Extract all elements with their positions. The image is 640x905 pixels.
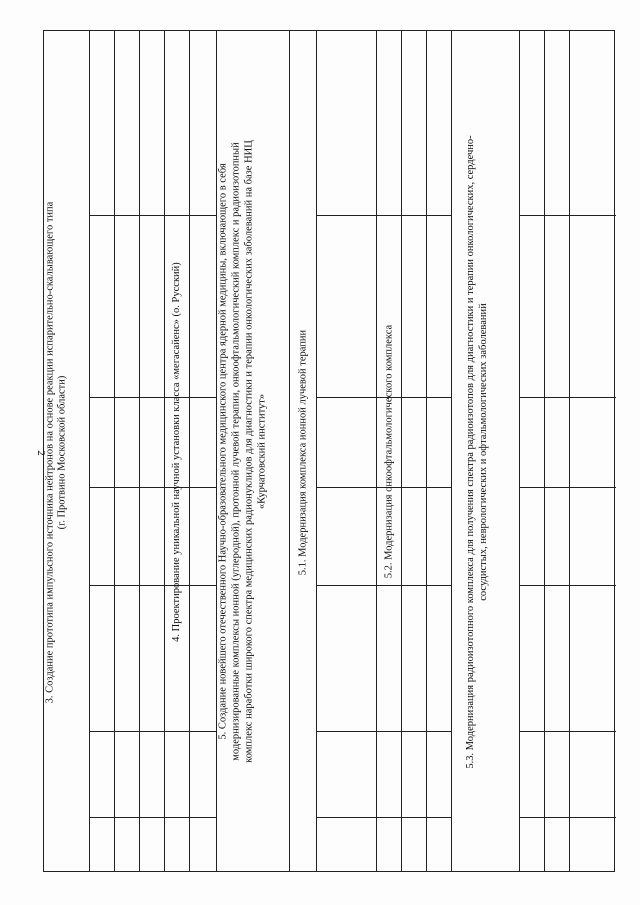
section-4-heading [164,31,190,873]
section-3-heading [45,32,90,874]
section-5-line-3: комплекс наработки широкого спектра медицинских радионуклидов для диагностики и терапии онкологических заболеваний на базе НИЦ [243,140,255,763]
section-4-line-1: 4. Проектирование уникальной научной установки класса «мегасайенс» (о. Русский) [171,262,182,642]
section-5-1-line-1: 5.1. Модернизация комплекса ионной лучевой терапии [297,329,309,576]
section-5-line-2: модернизированные комплексы ионной (углеродной), протонной лучевой терапии, онкоофтальмологический комплекс и радиоизотопный [230,142,242,761]
section-5-line-4: «Курчатовский институт» [256,393,268,510]
section-5-3-line-2: сосудистых, неврологических и офтальмологических заболеваний [478,303,489,601]
section-5-line-1: 5. Создание новейшего отечественного Научно-образовательного медицинского центра ядерной медицины, включающего в себя [217,163,229,740]
section-5-3-heading [458,31,512,873]
rotated-table [43,30,615,872]
section-5-2-line-1: 5.2. Модернизация онкоофтальмологического комплекса [383,324,395,579]
section-5-heading [217,31,290,873]
section-3-line-1: 3. Создание прототипа импульсного источника нейтронов на основе реакции испарительно-скалывающего типа [44,201,56,704]
section-5-1-heading [290,32,317,874]
section-5-3-line-1: 5.3. Модернизация радиоизотопного комплекса для получения спектра радиоизотопов для диагностики и терапии онкологических, сердечно- [465,135,476,769]
section-3-line-2: (г. Протвино Московской области) [56,375,68,530]
section-5-2-heading [377,31,402,873]
page-number: 2 [35,450,47,456]
